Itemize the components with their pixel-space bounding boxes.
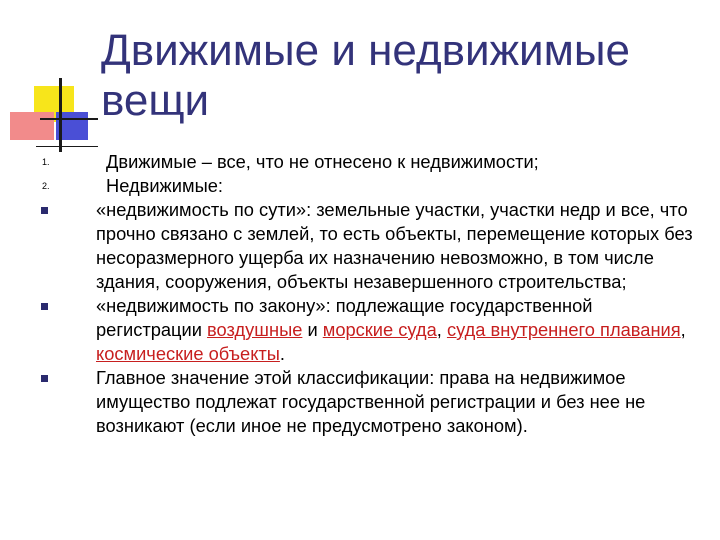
text-join: ,: [680, 319, 686, 340]
list-item-text: Главное значение этой классификации: права на недвижимое имущество подлежат государственной регистрации и без нее не возникают (если иное не предусмотрено законом).: [96, 367, 646, 436]
decorative-logo: [0, 0, 110, 170]
logo-vertical-line: [59, 78, 62, 152]
link-space-objects[interactable]: космические объекты: [96, 343, 280, 364]
slide-title: Движимые и недвижимые вещи: [101, 26, 630, 125]
link-sea-vessels[interactable]: морские суда: [322, 319, 437, 340]
logo-horizontal-line: [40, 118, 98, 120]
list-item-text: Движимые – все, что не отнесено к недвижимости;: [106, 151, 539, 172]
list-item-text: «недвижимость по закону»: подлежащие государственной регистрации: [96, 295, 593, 340]
list-item: [0, 366, 720, 438]
content-list: [0, 150, 720, 438]
list-item-text: «недвижимость по сути»: земельные участки, участки недр и все, что прочно связано с землей, то есть объекты, перемещение которых без несоразмерного ущерба их назначению невозможно, в том числе здания, сооружения, объекты незавершенного строительства;: [96, 199, 693, 292]
square-bullet-icon: [41, 207, 48, 214]
list-number: 2.: [42, 181, 50, 191]
text-join: и: [302, 319, 323, 340]
list-item: [0, 294, 720, 366]
list-item: [0, 150, 720, 174]
list-item: [0, 174, 720, 198]
link-air-vessels[interactable]: воздушные: [207, 319, 303, 340]
text-end: .: [279, 343, 286, 364]
list-number: 1.: [42, 157, 50, 167]
list-item: [0, 198, 720, 294]
logo-red-square: [10, 112, 54, 140]
link-inland-vessels[interactable]: суда внутреннего плавания: [446, 319, 681, 340]
text-join: ,: [436, 319, 447, 340]
square-bullet-icon: [41, 303, 48, 310]
logo-underline: [36, 146, 98, 147]
list-item-text: Недвижимые:: [106, 175, 223, 196]
square-bullet-icon: [41, 375, 48, 382]
